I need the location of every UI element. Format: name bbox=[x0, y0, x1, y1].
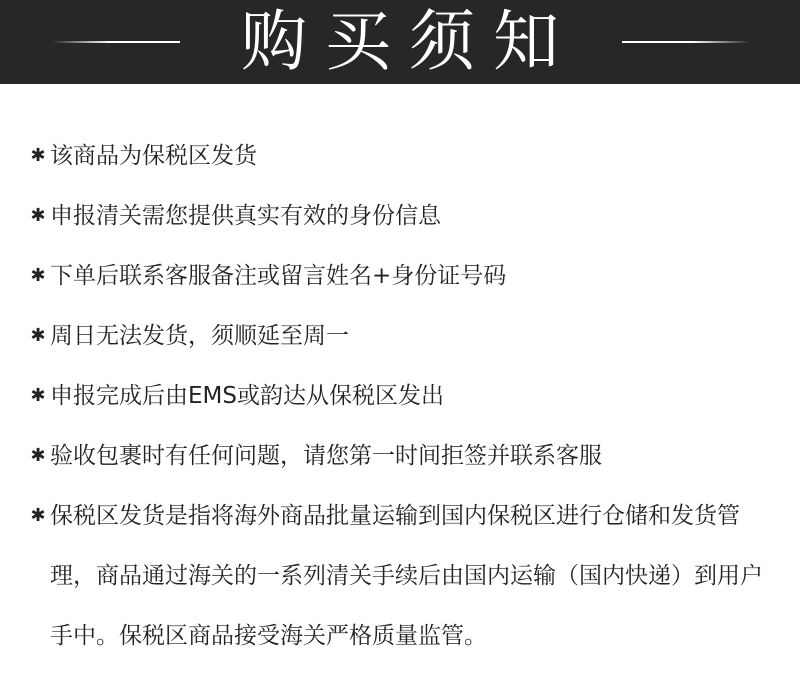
notice-item-text: 下单后联系客服备注或留言姓名+身份证号码 bbox=[50, 263, 507, 289]
page-title: 购买须知 bbox=[241, 3, 577, 80]
notice-item-text: 该商品为保税区发货 bbox=[50, 143, 257, 169]
asterisk-bullet-icon: ✱ bbox=[30, 265, 46, 286]
notice-item-text: 申报清关需您提供真实有效的身份信息 bbox=[50, 203, 441, 229]
notice-item-text: 保税区发货是指将海外商品批量运输到国内保税区进行仓储和发货管理，商品通过海关的一系列清关手续后由国内运输（国内快递）到用户手中。保税区商品接受海关严格质量监管。 bbox=[50, 503, 763, 649]
asterisk-bullet-icon: ✱ bbox=[30, 325, 46, 346]
asterisk-bullet-icon: ✱ bbox=[30, 145, 46, 166]
notice-item-text: 周日无法发货，须顺延至周一 bbox=[50, 323, 349, 349]
asterisk-bullet-icon: ✱ bbox=[30, 505, 46, 526]
asterisk-bullet-icon: ✱ bbox=[30, 445, 46, 466]
asterisk-bullet-icon: ✱ bbox=[30, 205, 46, 226]
asterisk-bullet-icon: ✱ bbox=[30, 385, 46, 406]
notice-item-text: 验收包裹时有任何问题，请您第一时间拒签并联系客服 bbox=[50, 443, 602, 469]
notice-item-text: 申报完成后由EMS或韵达从保税区发出 bbox=[50, 383, 444, 409]
